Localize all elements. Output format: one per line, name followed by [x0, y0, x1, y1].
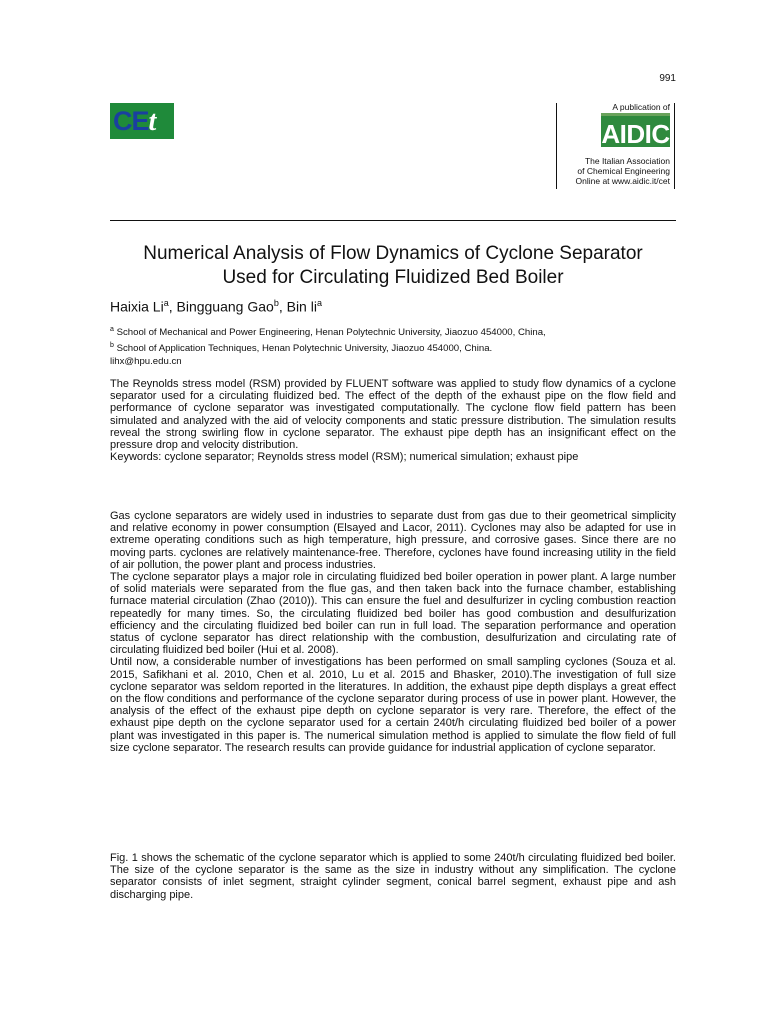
abstract: [110, 378, 676, 463]
author-name: Bingguang Gao: [176, 298, 274, 315]
aidic-logo: AIDIC: [601, 113, 670, 147]
affiliations: [110, 323, 676, 368]
cet-journal-logo: CEt: [110, 103, 174, 139]
page-number: 991: [659, 73, 676, 84]
body-paragraph: Gas cyclone separators are widely used in industries to separate dust from gas due to their geometrical simplicity and relative economy in power consumption (Elsayed and Lacor, 2011). Cyclones may also be adapted for use in extreme operating conditions such as high temperature, high pressure, and corrosive gases. Since there are no moving parts. cyclones are relatively maintenance-free. Therefore, cyclones have found increasing utility in the field of air pollution, the power plant and process industries.: [110, 510, 676, 571]
header-divider-left: [556, 103, 557, 189]
association-line: of Chemical Engineering: [577, 166, 670, 176]
abstract-text: The Reynolds stress model (RSM) provided by FLUENT software was applied to study flow dynamics of a cyclone separator used for a circulating fluidized bed. The effect of the depth of the exhaust pipe on the flow field and performance of cyclone separator was investigated computationally. The cyclone flow field pattern has been simulated and analyzed with the aid of velocity components and static pressure distribution. The simulation results reveal the strong swirling flow in cyclone separator. The exhaust pipe depth has an insignificant effect on the pressure drop and velocity distribution.: [110, 378, 676, 452]
affiliation: $^a$ School of Mechanical and Power Engineering, Henan Polytechnic University, Jiaozuo 454000, China,: [110, 326, 546, 339]
body-paragraph: Until now, a considerable number of investigations has been performed on small sampling cyclones (Souza et al. 2015, Safikhani et al. 2010, Chen et al. 2010, Lu et al. 2015 and Bhasker, 2010).The investigation of full size cyclone separator was seldom reported in the literatures. In addition, the exhaust pipe depth displays a great effect on the flow conditions and performance of the cyclone separator during process of use in power plant. However, the analysis of the effect of the exhaust pipe depth on cyclone separator is very rare. Therefore, the effect of the exhaust pipe depth on the cyclone separator used for a certain 240t/h circulating fluidized bed boiler of a power plant was investigated in this paper is. The numerical simulation method is applied to simulate the flow field of full size cyclone separator. The research results can provide guidance for industrial application of cyclone separator.: [110, 656, 676, 754]
header-divider-right: [674, 103, 675, 189]
author-name: Haixia Li: [110, 298, 164, 315]
paper-title: Numerical Analysis of Flow Dynamics of Cyclone Separator Used for Circulating Fluidized Bed Boiler: [143, 243, 643, 288]
header-rule: [110, 220, 676, 221]
method-section: [110, 852, 676, 901]
association-line: The Italian Association: [584, 156, 670, 166]
author-name: Bin li: [286, 298, 317, 315]
body-paragraph: Fig. 1 shows the schematic of the cyclone separator which is applied to some 240t/h circulating fluidized bed boiler. The size of the cyclone separator is the same as the size in industry without any simplification. The cyclone separator consists of inlet segment, straight cylinder segment, conical barrel segment, exhaust pipe and ash discharging pipe.: [110, 852, 676, 901]
body-paragraph: The cyclone separator plays a major role in circulating fluidized bed boiler operation in power plant. A large number of solid materials were separated from the flue gas, and then taken back into the furnace chamber, establishing furnace material circulation (Zhao (2010)). This can ensure the fuel and desulfurizer in cycling combustion reaction repeatedly for many times. So, the circulating fluidized bed boiler has good combustion and desulfurization efficiency and the circulating fluidized bed boiler can run in full load. The separation performance and operation status of cyclone separator has direct relationship with the combustion, desulfurization and circulating rate of circulating fluidized bed boiler (Hui et al. 2008).: [110, 571, 676, 657]
author-list: Haixia Li$^a$, Bingguang Gao$^b$, Bin $li^a$: [110, 298, 322, 315]
keywords: Keywords: cyclone separator; Reynolds stress model (RSM); numerical simulation; exhaust pipe: [110, 451, 579, 464]
corresponding-email[interactable]: lihx@hpu.edu.cn: [110, 356, 182, 368]
association-info: [560, 156, 670, 186]
association-url[interactable]: Online at www.aidic.it/cet: [575, 176, 670, 186]
affiliation: $^b$ School of Application Techniques, Henan Polytechnic University, Jiaozuo 454000, China.: [110, 342, 493, 355]
introduction-section: [110, 510, 676, 754]
publication-of-label: A publication of: [612, 102, 670, 112]
